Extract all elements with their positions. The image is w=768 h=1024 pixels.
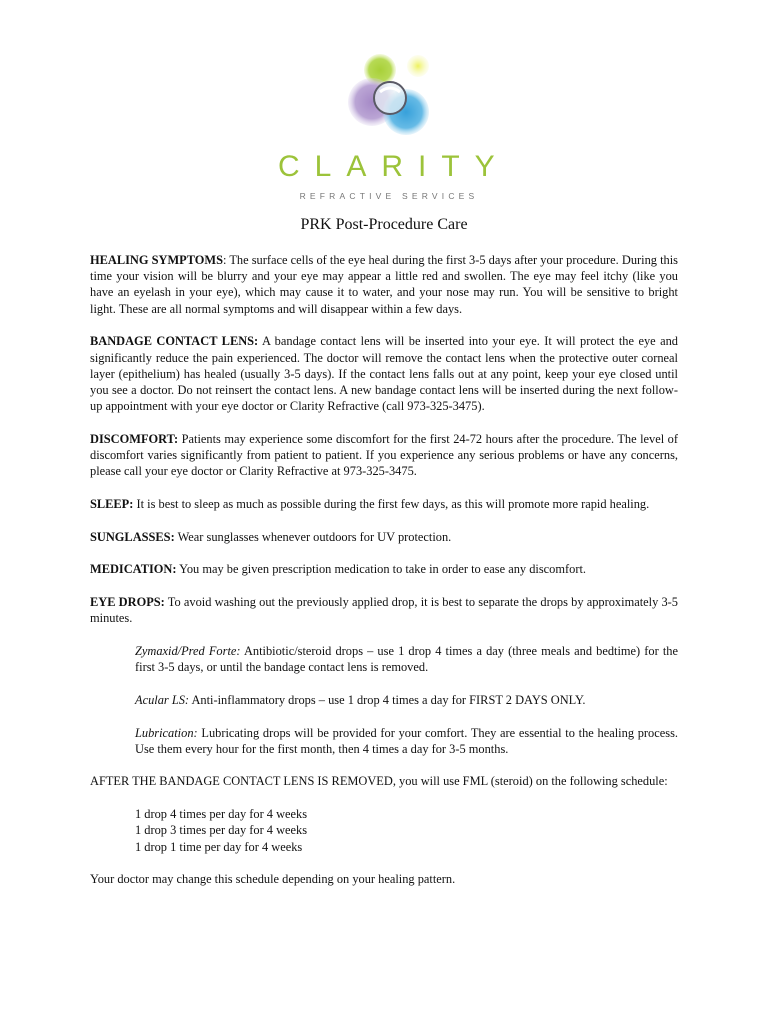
section-text: A bandage contact lens will be inserted into your eye. It will protect the eye and significantly reduce the pain experienced. The doctor will remove the contact lens when the protective outer corneal layer (epithelium) has healed (usually 3-5 days). If the contact lens falls out at any point, keep your eye closed until you see a doctor. Do not reinsert the contact lens. A new bandage contact lens will be inserted during the next follow-up appointment with your eye doctor or Clarity Refractive (call 973-325-3475). (90, 334, 678, 414)
section-sunglasses (90, 529, 678, 545)
section-discomfort (90, 431, 678, 480)
section-text: Wear sunglasses whenever outdoors for UV protection. (174, 529, 452, 544)
section-text: : The surface cells of the eye heal during the first 3-5 days after your procedure. During this time your vision will be blurry and your eye may appear a little red and swollen. The eye may feel itchy (like you have an eyelash in your eye), which may cause it to water, and your nose may run. You will be sensitive to bright light. These are all normal symptoms and will disappear within a few days. (90, 253, 678, 316)
section-heading: SUNGLASSES: (90, 529, 175, 544)
section-heading: BANDAGE CONTACT LENS: (90, 334, 259, 349)
document-body (90, 252, 678, 904)
section-healing (90, 252, 678, 317)
section-eyedrops (90, 594, 678, 626)
brand-tagline: REFRACTIVE SERVICES (299, 191, 479, 201)
closing-text: Your doctor may change this schedule depending on your healing pattern. (90, 872, 456, 887)
circles-logo-icon (340, 48, 430, 143)
drop-text: Antibiotic/steroid drops – use 1 drop 4 times a day (three meals and bedtime) for the first 3-5 days, or until the bandage contact lens is removed. (135, 643, 678, 675)
drop-name: Lubrication: (135, 725, 198, 740)
drop-item-zymaxid (135, 643, 678, 675)
fml-schedule (135, 806, 678, 855)
schedule-line: 1 drop 4 times per day for 4 weeks (135, 807, 308, 822)
section-bandage (90, 333, 678, 414)
section-text: You may be given prescription medication to take in order to ease any discomfort. (176, 562, 586, 577)
schedule-line: 1 drop 1 time per day for 4 weeks (135, 839, 303, 854)
drop-name: Zymaxid/Pred Forte: (135, 643, 241, 658)
page-title: PRK Post-Procedure Care (300, 216, 468, 233)
section-heading: DISCOMFORT: (90, 431, 179, 446)
section-heading: MEDICATION: (90, 562, 177, 577)
drop-text: Anti-inflammatory drops – use 1 drop 4 times a day for FIRST 2 DAYS ONLY. (189, 692, 586, 707)
drop-name: Acular LS: (135, 692, 190, 707)
schedule-line: 1 drop 3 times per day for 4 weeks (135, 823, 308, 838)
drop-item-acular (135, 692, 678, 708)
section-medication (90, 561, 678, 577)
section-heading: HEALING SYMPTOMS (90, 253, 224, 267)
drop-text: Lubricating drops will be provided for your comfort. They are essential to the healing process. Use them every hour for the first month, then 4 times a day for 3-5 months. (135, 725, 678, 756)
drop-item-lubrication (135, 725, 678, 757)
section-text: To avoid washing out the previously applied drop, it is best to separate the drops by approximately 3-5 minutes. (90, 595, 679, 626)
clarity-logo (270, 48, 510, 208)
section-sleep (90, 496, 678, 512)
section-heading: EYE DROPS: (90, 595, 165, 610)
section-heading: SLEEP: (90, 496, 134, 511)
after-removal-text: AFTER THE BANDAGE CONTACT LENS IS REMOVED, you will use FML (steroid) on the following schedule: (90, 774, 668, 789)
section-text: It is best to sleep as much as possible during the first few days, as this will promote more rapid healing. (133, 496, 650, 511)
section-text: Patients may experience some discomfort for the first 24-72 hours after the procedure. The level of discomfort varies significantly from patient to patient. If you experience any serious problems or have any concerns, please call your eye doctor or Clarity Refractive at 973-325-3475. (90, 431, 678, 479)
brand-name: CLARITY (278, 150, 510, 183)
